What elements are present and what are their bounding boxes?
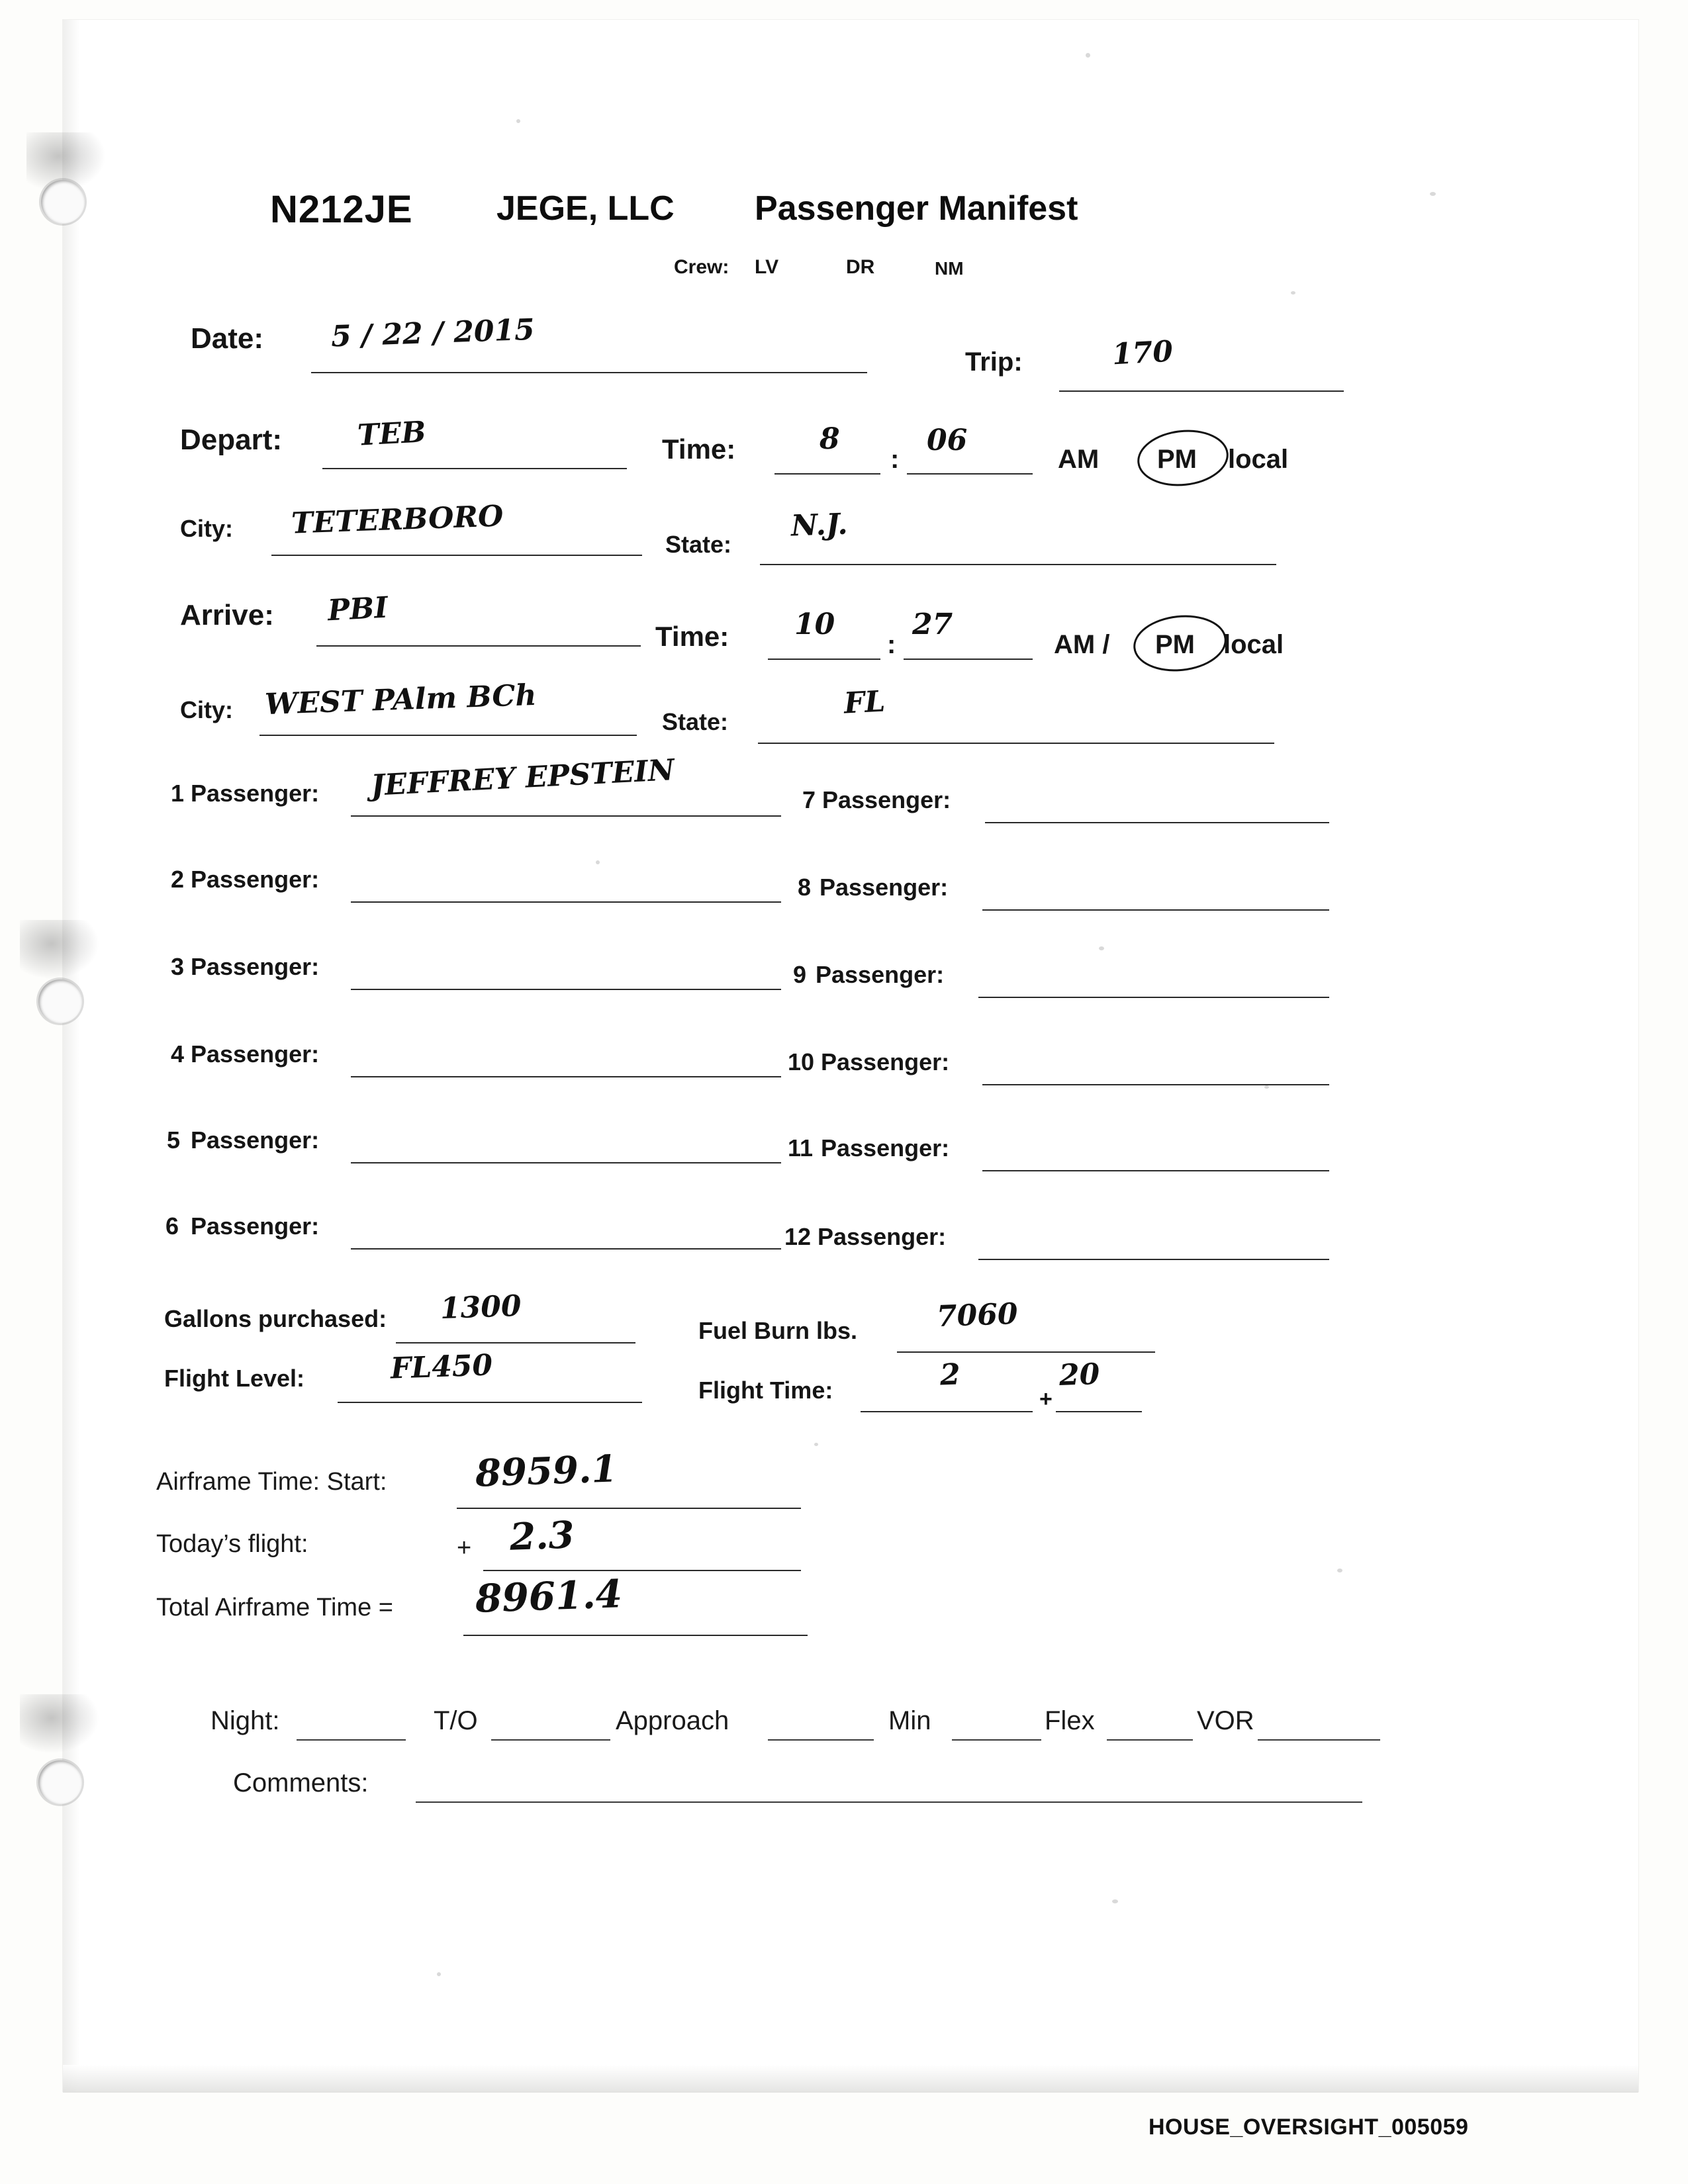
passenger-1-value: JEFFREY EPSTEIN [369, 753, 676, 803]
passenger-10-number: 10 [788, 1048, 815, 1075]
min-rule [952, 1739, 1041, 1741]
crew-initial-1: LV [755, 256, 779, 278]
passenger-10-rule [982, 1084, 1329, 1085]
arrive-am-label: AM / [1054, 630, 1110, 659]
arrive-state-label: State: [662, 708, 729, 735]
arrive-local-label: local [1223, 630, 1284, 659]
page-title: Passenger Manifest [755, 189, 1078, 228]
crew-initial-3: NM [935, 258, 964, 279]
scan-speck [814, 1443, 818, 1446]
passenger-11-number: 11 [788, 1134, 814, 1161]
passenger-4-label: Passenger: [191, 1040, 320, 1068]
crew-label: Crew: [674, 256, 729, 278]
flight-level-label: Flight Level: [164, 1365, 305, 1392]
flex-rule [1107, 1739, 1193, 1741]
scan-speck [437, 1972, 441, 1976]
passenger-6-rule [351, 1248, 781, 1250]
passenger-5-label: Passenger: [191, 1126, 320, 1154]
passenger-4-number: 4 [171, 1040, 185, 1068]
passenger-12-rule [978, 1259, 1329, 1260]
scan-speck [596, 860, 600, 864]
passenger-3-rule [351, 989, 781, 990]
fuel-burn-label: Fuel Burn lbs. [698, 1317, 858, 1344]
airframe-today-label: Today’s flight: [156, 1530, 308, 1558]
depart-time-hour-rule [774, 473, 880, 475]
arrive-rule [316, 645, 641, 647]
arrive-value: PBI [326, 590, 389, 628]
fuel-burn-value: 7060 [936, 1297, 1019, 1334]
depart-city-label: City: [180, 515, 233, 542]
airframe-total-value: 8961.4 [474, 1571, 624, 1621]
arrive-time-minutes: 27 [912, 608, 953, 641]
arrive-city-value: WEST PAlm BCh [264, 678, 538, 722]
night-label: Night: [211, 1706, 280, 1735]
depart-local-label: local [1228, 445, 1289, 474]
passenger-1-label: Passenger: [191, 780, 320, 807]
flight-level-rule [338, 1402, 642, 1403]
passenger-8-number: 8 [798, 874, 812, 901]
arrive-state-value: FL [843, 684, 886, 721]
night-rule [297, 1739, 406, 1741]
punch-hole-smudge-bottom [20, 1694, 99, 1754]
passenger-9-label: Passenger: [816, 961, 945, 988]
depart-state-value: N.J. [790, 507, 849, 543]
trip-rule [1059, 390, 1344, 392]
passenger-9-number: 9 [793, 961, 807, 988]
depart-label: Depart: [180, 424, 283, 456]
passenger-1-number: 1 [171, 780, 185, 807]
scan-speck [1112, 1899, 1118, 1903]
arrive-time-label: Time: [655, 621, 729, 652]
airframe-start-rule [457, 1508, 801, 1509]
date-value: 5 / 22 / 2015 [330, 312, 536, 354]
passenger-7-rule [985, 822, 1329, 823]
flex-label: Flex [1045, 1706, 1095, 1735]
passenger-6-label: Passenger: [191, 1212, 320, 1240]
arrive-time-min-rule [904, 659, 1033, 660]
airframe-total-rule [463, 1635, 808, 1636]
depart-state-label: State: [665, 531, 732, 558]
scan-speck [1086, 53, 1090, 58]
approach-rule [768, 1739, 874, 1741]
passenger-4-rule [351, 1076, 781, 1077]
passenger-7-label: Passenger: [822, 786, 951, 813]
scan-speck [1430, 192, 1436, 196]
passenger-8-rule [982, 909, 1329, 911]
airframe-start-label: Airframe Time: Start: [156, 1468, 387, 1496]
punch-hole-middle [38, 979, 82, 1023]
page-bottom-edge-shadow [63, 2065, 1638, 2093]
vor-rule [1258, 1739, 1380, 1741]
passenger-3-number: 3 [171, 953, 185, 980]
depart-city-rule [271, 555, 642, 556]
gallons-purchased-label: Gallons purchased: [164, 1305, 387, 1332]
punch-hole-top [41, 180, 85, 224]
arrive-time-colon: : [887, 630, 896, 659]
passenger-12-number: 12 [784, 1223, 812, 1250]
arrive-label: Arrive: [180, 599, 274, 631]
passenger-9-rule [978, 997, 1329, 998]
scan-speck [1099, 946, 1104, 950]
scan-speck [1291, 291, 1295, 295]
comments-rule [416, 1801, 1362, 1803]
min-label: Min [888, 1706, 931, 1735]
passenger-6-number: 6 [165, 1212, 179, 1240]
arrive-city-label: City: [180, 696, 233, 723]
crew-initial-2: DR [846, 256, 875, 278]
arrive-time-hour: 10 [794, 608, 835, 641]
punch-hole-bottom [38, 1760, 82, 1804]
flight-time-plus: + [1039, 1387, 1053, 1412]
flight-level-value: FL450 [390, 1348, 493, 1386]
arrive-pm-label: PM [1155, 630, 1195, 659]
depart-city-value: TETERBORO [291, 499, 504, 541]
flight-time-hours-rule [861, 1411, 1033, 1412]
approach-label: Approach [616, 1706, 729, 1735]
flight-time-label: Flight Time: [698, 1377, 833, 1404]
airframe-start-value: 8959.1 [474, 1447, 618, 1496]
comments-label: Comments: [233, 1768, 369, 1797]
depart-state-rule [760, 564, 1276, 565]
punch-hole-smudge-middle [20, 920, 99, 979]
depart-time-label: Time: [662, 433, 736, 465]
bates-number: HOUSE_OVERSIGHT_005059 [1149, 2115, 1469, 2140]
passenger-7-number: 7 [802, 786, 816, 813]
passenger-2-label: Passenger: [191, 866, 320, 893]
trip-label: Trip: [965, 347, 1023, 377]
vor-label: VOR [1197, 1706, 1254, 1735]
depart-time-colon: : [890, 445, 900, 474]
passenger-5-number: 5 [167, 1126, 181, 1154]
depart-rule [322, 468, 627, 469]
passenger-12-label: Passenger: [818, 1223, 947, 1250]
passenger-11-rule [982, 1170, 1329, 1171]
passenger-10-label: Passenger: [821, 1048, 950, 1075]
passenger-2-number: 2 [171, 866, 185, 893]
depart-time-hour: 8 [820, 422, 840, 456]
arrive-city-rule [259, 735, 637, 736]
gallons-purchased-rule [396, 1342, 635, 1343]
arrive-time-hour-rule [768, 659, 880, 660]
depart-pm-label: PM [1157, 445, 1197, 474]
passenger-1-rule [351, 815, 781, 817]
scan-speck [516, 119, 520, 123]
depart-am-label: AM [1058, 445, 1100, 474]
passenger-8-label: Passenger: [820, 874, 949, 901]
depart-time-min-rule [907, 473, 1033, 475]
tail-number: N212JE [270, 188, 413, 231]
date-label: Date: [191, 322, 264, 355]
gallons-purchased-value: 1300 [440, 1289, 522, 1326]
flight-time-hours: 2 [939, 1357, 961, 1392]
date-rule [311, 372, 867, 373]
takeoff-rule [491, 1739, 610, 1741]
airframe-total-label: Total Airframe Time = [156, 1594, 393, 1621]
depart-value: TEB [356, 415, 427, 453]
takeoff-label: T/O [434, 1706, 478, 1735]
airframe-today-plus: + [457, 1534, 472, 1562]
trip-value: 170 [1111, 334, 1174, 372]
scan-speck [1337, 1569, 1342, 1572]
depart-time-minutes: 06 [927, 424, 968, 457]
scan-speck [1264, 1085, 1269, 1089]
airframe-today-rule [483, 1570, 801, 1571]
passenger-3-label: Passenger: [191, 953, 320, 980]
airframe-today-value: 2.3 [508, 1513, 575, 1559]
passenger-11-label: Passenger: [821, 1134, 950, 1161]
flight-time-minutes: 20 [1058, 1357, 1101, 1393]
arrive-state-rule [758, 743, 1274, 744]
operator-name: JEGE, LLC [496, 189, 675, 228]
passenger-2-rule [351, 901, 781, 903]
fuel-burn-rule [897, 1351, 1155, 1353]
flight-time-minutes-rule [1056, 1411, 1142, 1412]
passenger-5-rule [351, 1162, 781, 1163]
